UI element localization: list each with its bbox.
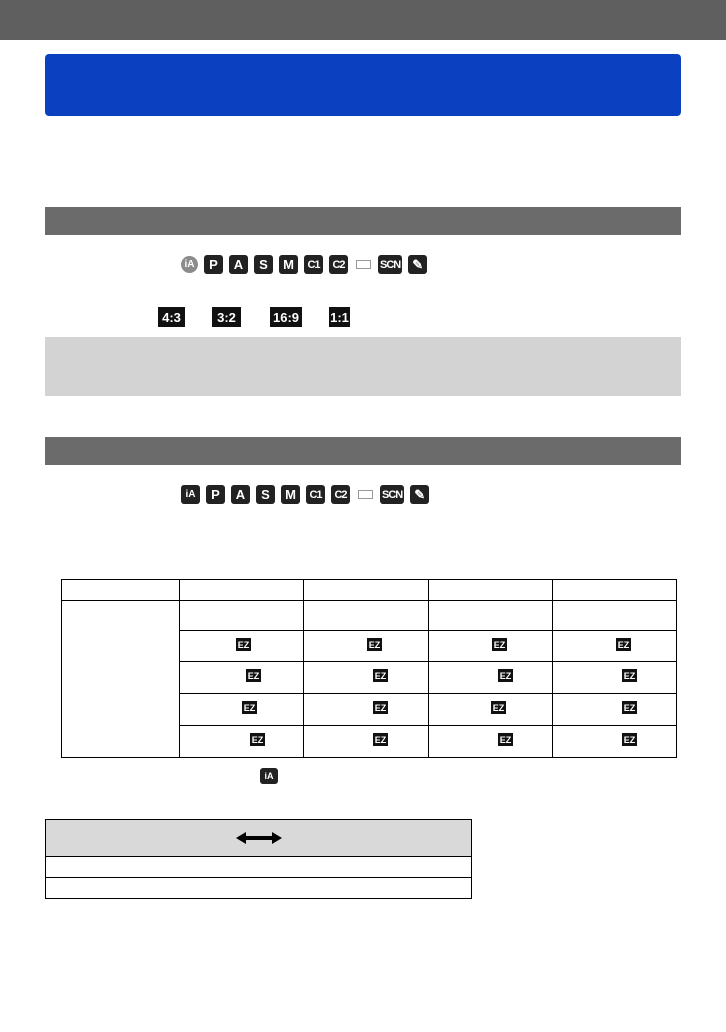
program-mode-icon: P	[204, 255, 223, 274]
table-cell	[553, 726, 677, 758]
extra-zoom-icon: EZ	[243, 702, 256, 713]
table-header-cell	[553, 580, 677, 601]
table-row-label-cell	[62, 601, 180, 758]
page-title-banner	[45, 54, 681, 116]
scene-mode-icon: SCN	[380, 485, 404, 504]
extra-zoom-icon: EZ	[237, 639, 250, 650]
extra-zoom-icon: EZ	[247, 670, 260, 681]
table-cell	[429, 662, 553, 694]
shutter-priority-mode-icon: S	[254, 255, 273, 274]
double-arrow-icon	[236, 830, 282, 846]
table-cell	[180, 662, 304, 694]
extra-zoom-icon: EZ	[499, 670, 512, 681]
aperture-priority-mode-icon: A	[229, 255, 248, 274]
panorama-mode-icon	[356, 485, 374, 504]
note-box	[45, 337, 681, 396]
table-header-row	[62, 580, 677, 601]
extra-zoom-icon: EZ	[623, 734, 636, 745]
intelligent-auto-mode-icon: iA	[181, 485, 200, 504]
table-cell	[304, 601, 429, 631]
table-cell	[553, 601, 677, 631]
extra-zoom-icon: EZ	[251, 734, 264, 745]
shutter-priority-mode-icon: S	[256, 485, 275, 504]
custom1-mode-icon: C1	[304, 255, 323, 274]
table-cell	[304, 631, 429, 662]
custom1-mode-icon: C1	[306, 485, 325, 504]
aspect-4-3-icon: 4:3	[158, 307, 185, 327]
table-header-cell	[304, 580, 429, 601]
recording-mode-icons-1	[181, 255, 433, 274]
intelligent-auto-icon: iA	[260, 768, 278, 784]
extra-zoom-icon: EZ	[492, 702, 505, 713]
extra-zoom-icon: EZ	[374, 702, 387, 713]
aspect-3-2-icon: 3:2	[212, 307, 241, 327]
resolution-table-header	[46, 820, 472, 857]
table-cell	[429, 726, 553, 758]
table-cell	[553, 631, 677, 662]
table-cell	[304, 694, 429, 726]
table-header-cell	[180, 580, 304, 601]
section-header-1	[45, 207, 681, 235]
extra-zoom-icon: EZ	[374, 734, 387, 745]
section-header-2	[45, 437, 681, 465]
extra-zoom-icon: EZ	[493, 639, 506, 650]
table-header-cell	[62, 580, 180, 601]
custom2-mode-icon: C2	[329, 255, 348, 274]
extra-zoom-icon: EZ	[623, 702, 636, 713]
table-cell	[180, 631, 304, 662]
resolution-table	[45, 819, 472, 899]
table-cell	[429, 694, 553, 726]
manual-mode-icon: M	[281, 485, 300, 504]
aperture-priority-mode-icon: A	[231, 485, 250, 504]
manual-mode-icon: M	[279, 255, 298, 274]
header-bar	[0, 0, 726, 40]
program-mode-icon: P	[206, 485, 225, 504]
extra-zoom-icon: EZ	[368, 639, 381, 650]
table-cell	[46, 878, 472, 899]
table-cell	[553, 694, 677, 726]
table-cell	[553, 662, 677, 694]
resolution-table-header-cell	[46, 820, 472, 857]
table-row	[62, 601, 677, 631]
panorama-mode-icon	[354, 255, 372, 274]
extra-zoom-icon: EZ	[623, 670, 636, 681]
scene-mode-icon: SCN	[378, 255, 402, 274]
extra-zoom-icon: EZ	[374, 670, 387, 681]
table-cell	[180, 726, 304, 758]
table-row	[46, 857, 472, 878]
extra-zoom-icon: EZ	[499, 734, 512, 745]
extra-zoom-icon: EZ	[617, 639, 630, 650]
recording-mode-icons-2	[181, 485, 435, 504]
aspect-1-1-icon: 1:1	[329, 307, 350, 327]
table-cell	[429, 601, 553, 631]
table-row	[46, 878, 472, 899]
intelligent-auto-mode-icon: iA	[181, 256, 198, 273]
table-header-cell	[429, 580, 553, 601]
table-cell	[304, 726, 429, 758]
table-cell	[46, 857, 472, 878]
creative-control-mode-icon: ✎	[408, 255, 427, 274]
aspect-16-9-icon: 16:9	[270, 307, 302, 327]
table-cell	[180, 694, 304, 726]
table-cell	[429, 631, 553, 662]
picture-size-table	[61, 579, 677, 758]
custom2-mode-icon: C2	[331, 485, 350, 504]
creative-control-mode-icon: ✎	[410, 485, 429, 504]
table-cell	[304, 662, 429, 694]
table-cell	[180, 601, 304, 631]
